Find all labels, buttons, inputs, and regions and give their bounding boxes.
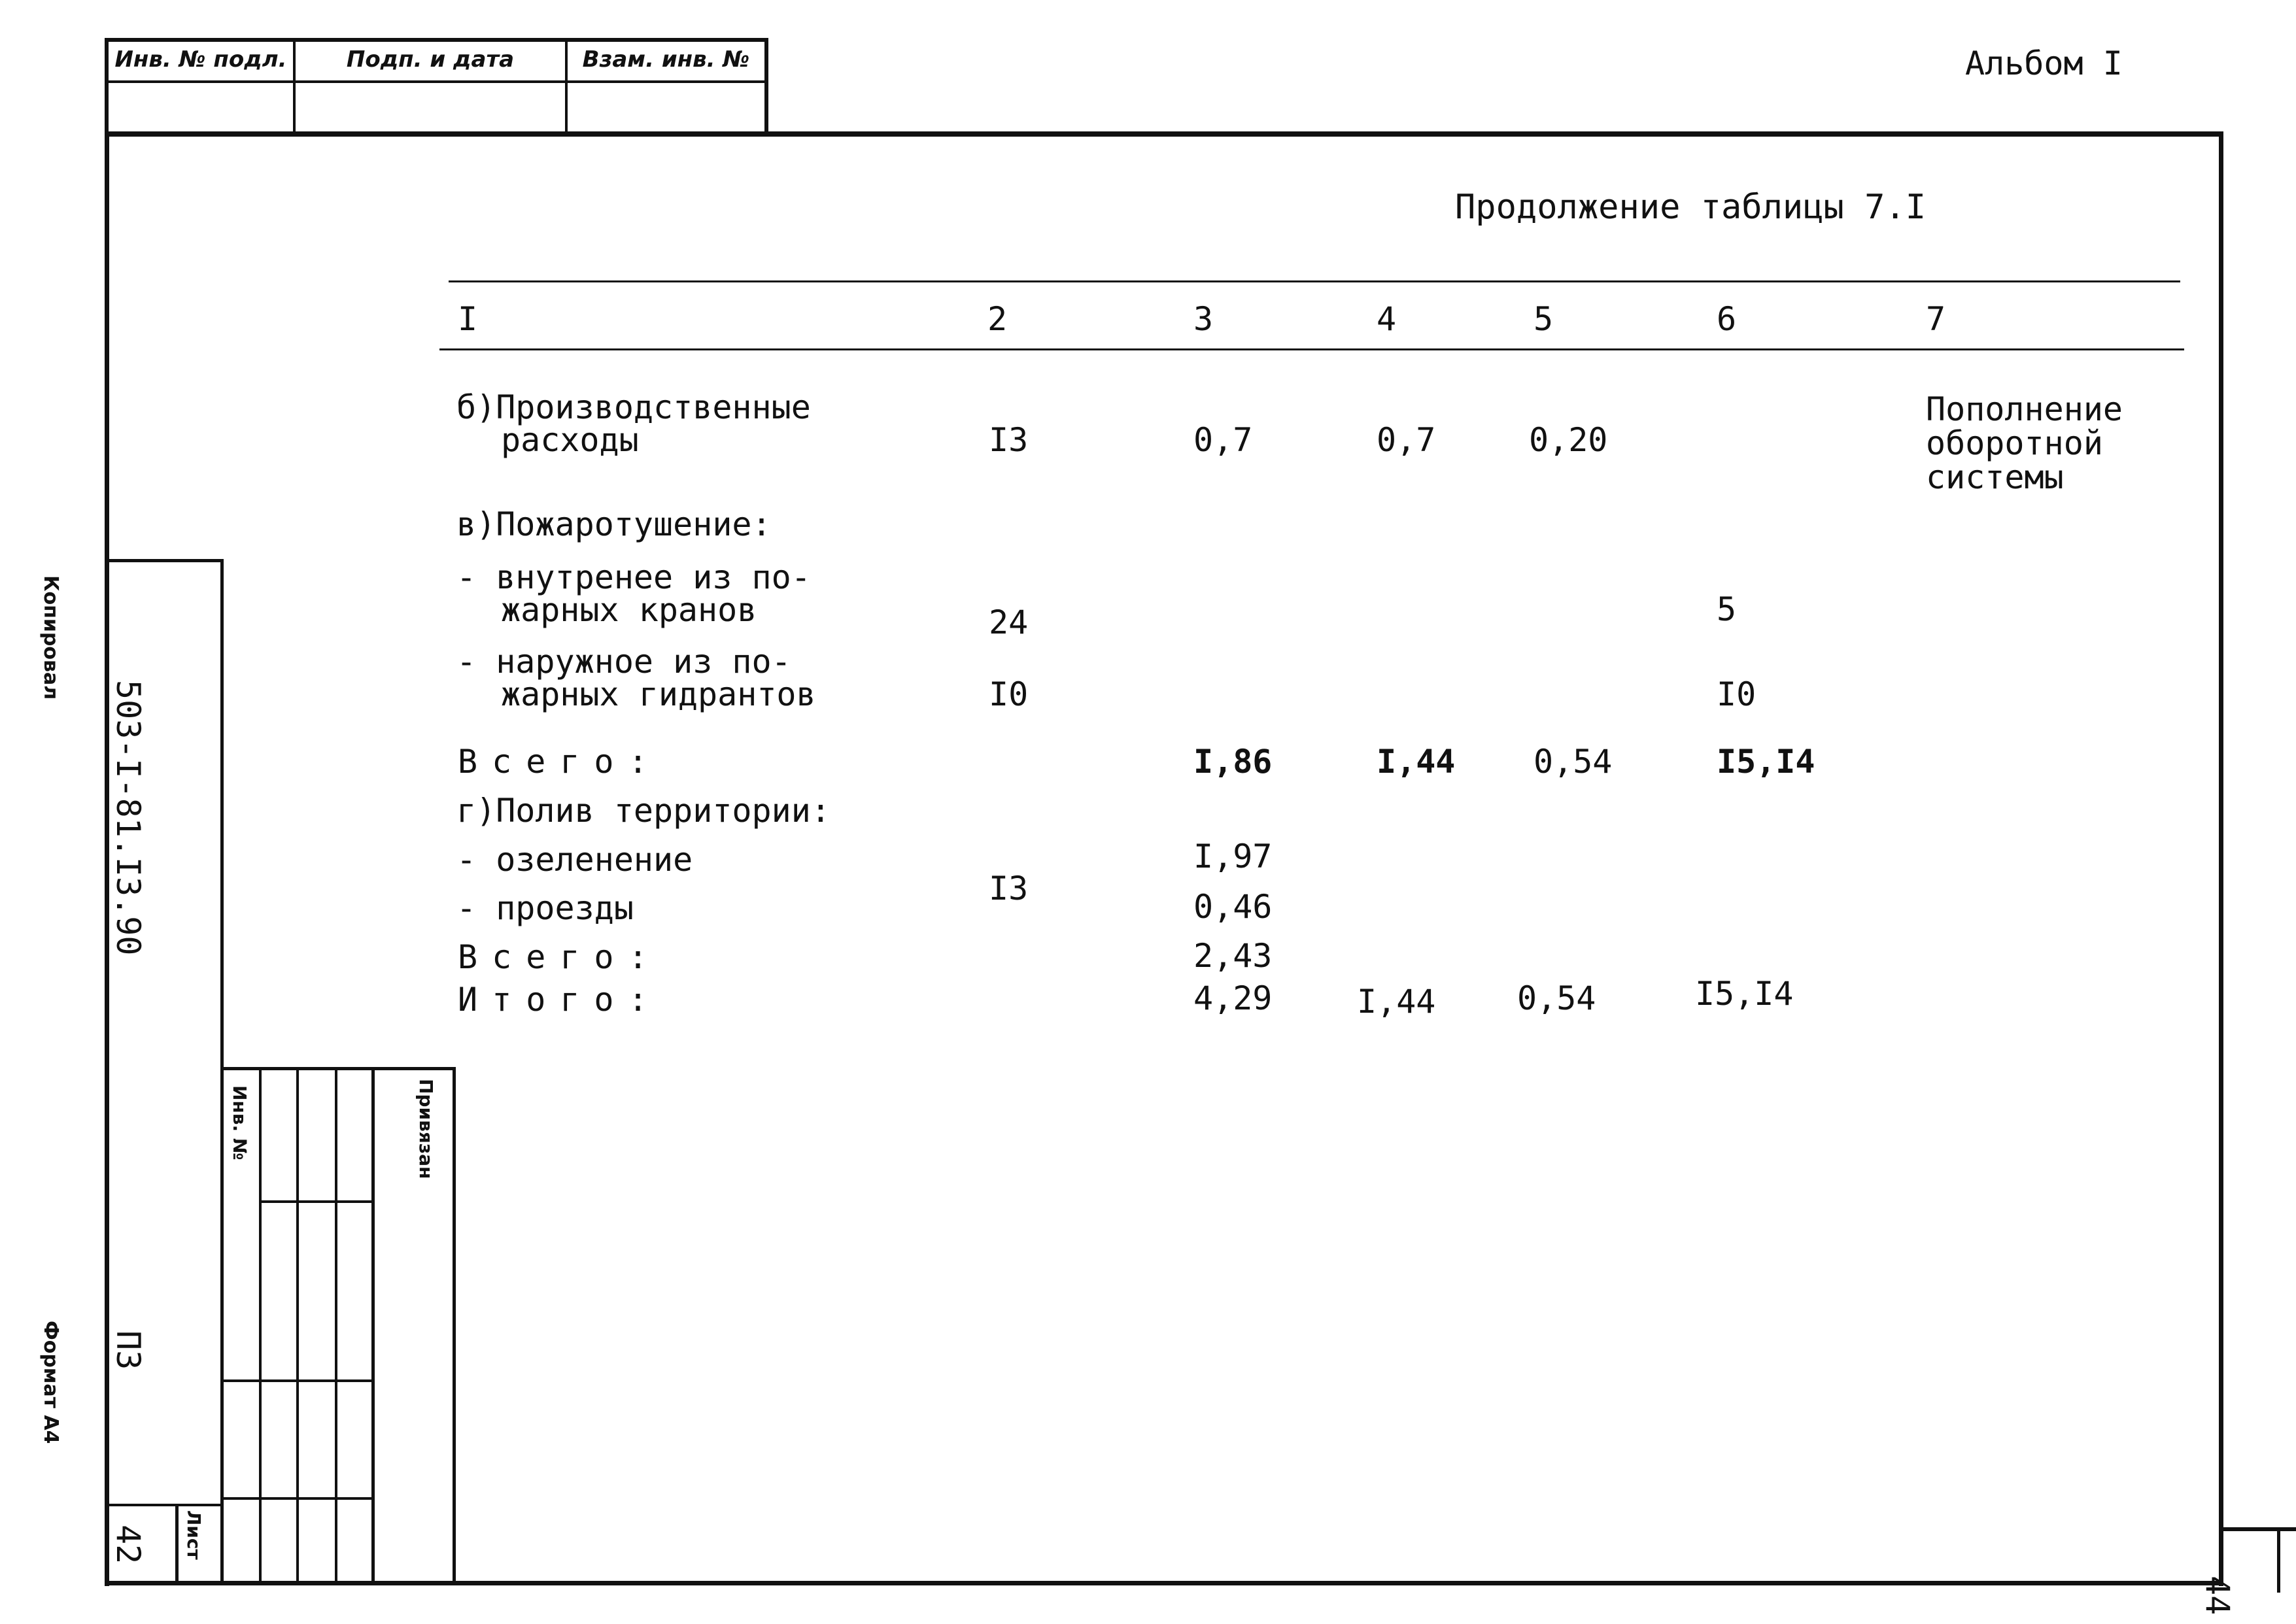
grand-total-col3: 4,29 [1193, 979, 1273, 1017]
row-b-note-line1: Пополнение [1926, 390, 2123, 428]
attached-label: Привязан [415, 1079, 437, 1179]
total2-col3: 2,43 [1193, 937, 1273, 975]
sheet-number: 42 [109, 1525, 147, 1565]
grand-total-col4: I,44 [1357, 983, 1436, 1021]
row-g-label: г)Полив территории: [456, 792, 831, 830]
total2-label: Всего: [458, 938, 662, 976]
stamp-inv-label: Инв. № подл. [114, 46, 287, 73]
grand-total-col6: I5,I4 [1695, 975, 1794, 1013]
inv-label: Инв. № [229, 1085, 250, 1160]
row-b-col4: 0,7 [1377, 421, 1436, 459]
row-v1-col6: 5 [1717, 590, 1737, 628]
album-label: Альбом I [1965, 44, 2123, 82]
page-number: 44 [2199, 1576, 2236, 1616]
row-g1-label: - озеленение [456, 841, 693, 879]
table-header-rule [439, 348, 2184, 350]
header-col-2: 2 [987, 300, 1008, 338]
section-code: ПЗ [109, 1330, 147, 1370]
stamp-sign-date-label: Подп. и дата [346, 46, 515, 73]
row-v2-label-line1: - наружное из по- [456, 643, 791, 681]
row-g2-label: - проезды [456, 889, 634, 927]
row-v2-label-line2: жарных гидрантов [501, 675, 816, 713]
grand-total-col5: 0,54 [1517, 979, 1596, 1017]
copied-label: Копировал [39, 575, 62, 700]
stamp-replace-inv-label: Взам. инв. № [582, 46, 750, 73]
header-col-1: I [458, 300, 478, 338]
row-b-note-line3: системы [1926, 458, 2064, 496]
row-g-col2: I3 [989, 870, 1029, 907]
row-g2-col3: 0,46 [1193, 888, 1273, 926]
total1-label: Всего: [458, 743, 662, 781]
row-v1-col2: 24 [989, 603, 1029, 641]
row-v1-label-line1: - внутренее из по- [456, 558, 811, 596]
total1-col6: I5,I4 [1717, 743, 1815, 781]
total1-col5: 0,54 [1534, 743, 1613, 781]
total1-col3: I,86 [1193, 743, 1273, 781]
row-b-col3: 0,7 [1193, 421, 1253, 459]
row-v1-label-line2: жарных кранов [501, 591, 757, 629]
row-v2-col2: I0 [989, 675, 1029, 713]
header-col-5: 5 [1534, 300, 1554, 338]
row-b-col2: I3 [989, 421, 1029, 459]
row-b-label-line2: расходы [501, 421, 639, 459]
header-col-3: 3 [1193, 300, 1214, 338]
sheet-label: Лист [183, 1510, 205, 1560]
total1-col4: I,44 [1377, 743, 1456, 781]
header-col-7: 7 [1926, 300, 1946, 338]
format-label: Формат А4 [39, 1321, 62, 1444]
table-top-rule [449, 280, 2180, 282]
row-b-col5: 0,20 [1529, 421, 1608, 459]
table-title: Продолжение таблицы 7.I [1455, 188, 1927, 227]
row-g1-col3: I,97 [1193, 837, 1273, 875]
row-v2-col6: I0 [1717, 675, 1756, 713]
row-b-label-line1: б)Производственные [456, 388, 811, 426]
grand-total-label: Итого: [458, 981, 662, 1019]
header-col-6: 6 [1717, 300, 1737, 338]
row-b-note-line2: оборотной [1926, 424, 2103, 462]
header-col-4: 4 [1377, 300, 1397, 338]
row-v-label: в)Пожаротушение: [456, 505, 772, 543]
doc-code: 503-I-81.I3.90 [109, 680, 147, 956]
